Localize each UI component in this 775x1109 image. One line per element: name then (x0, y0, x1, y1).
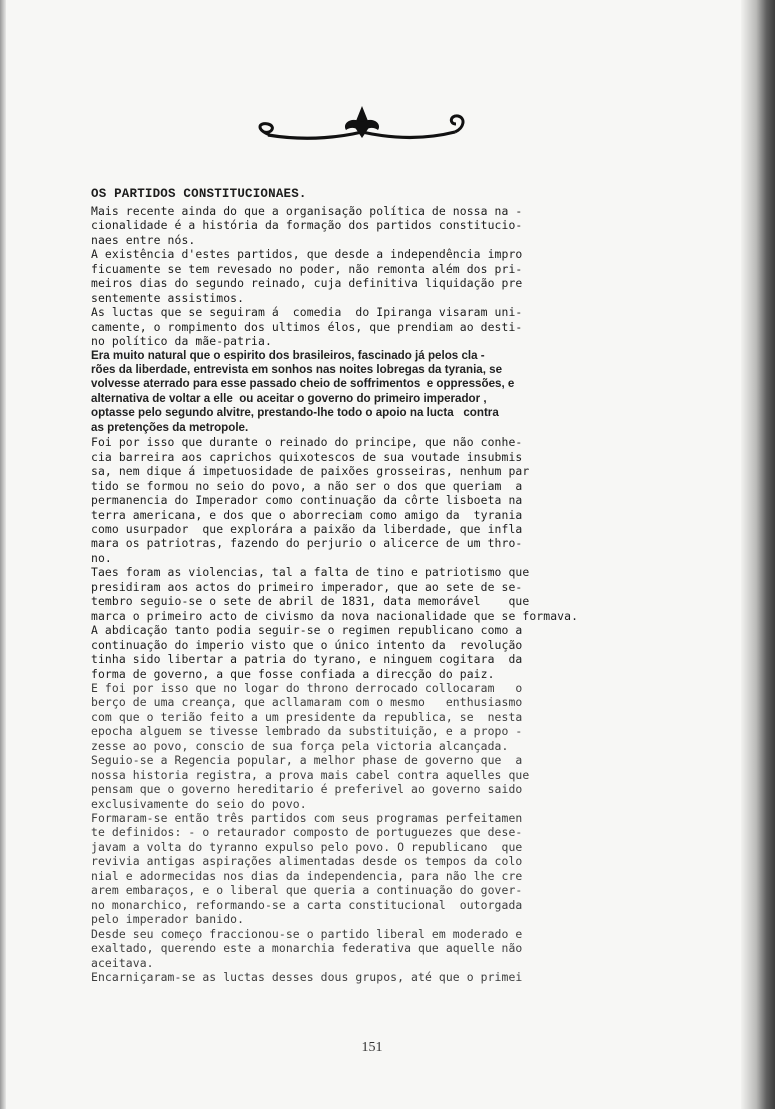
paragraph (91, 811, 639, 927)
text-line: alternativa de voltar a elle ou aceitar o governo do primeiro imperador , (91, 391, 487, 405)
text-line: nossa historia registra, a prova mais cabel contra aquelles que (91, 767, 530, 782)
text-line: presidiram aos actos do primeiro imperador, que ao sete de se- (91, 579, 523, 594)
text-line: as pretenções da metropole. (91, 420, 249, 434)
paragraph (91, 623, 639, 681)
text-line: Desde seu começo fraccionou-se o partido liberal em moderado e (91, 926, 523, 941)
text-line: exclusivamente do seio do povo. (91, 796, 307, 811)
text-line: Taes foram as violencias, tal a falta de tino e patriotismo que (91, 565, 530, 580)
page-number: 151 (361, 1040, 383, 1055)
paragraph (91, 753, 639, 811)
text-line: Era muito natural que o espirito dos brasileiros, fascinado já pelos cla - (91, 348, 485, 362)
text-line: no político da mãe-patria. (91, 334, 272, 349)
text-line: aceitava. (91, 955, 154, 970)
paragraph (91, 349, 639, 436)
text-line: Encarniçaram-se as luctas desses dous grupos, até que o primei (91, 970, 523, 985)
paragraph (91, 681, 639, 753)
text-line: berço de uma creança, que acllamaram com o mesmo enthusiasmo (91, 695, 523, 710)
document-body (91, 187, 639, 984)
paragraph (91, 435, 639, 565)
text-line: naes entre nós. (91, 232, 196, 247)
text-line: A existência d'estes partidos, que desde a independência impro (91, 247, 523, 262)
text-line: cionalidade é a história da formação dos partidos constitucio- (91, 218, 523, 233)
text-line: rões da liberdade, entrevista em sonhos nas noites lobregas da tyrania, se (91, 362, 503, 376)
text-line: epocha alguem se tivesse lembrado da substituição, e a propo - (91, 724, 523, 739)
text-line: optasse pelo segundo alvitre, prestando-lhe todo o apoio na lucta contra (91, 406, 499, 420)
text-line: cia barreira aos caprichos quixotescos de sua voutade insubmis (91, 449, 523, 464)
text-line: pelo imperador banido. (91, 912, 245, 927)
text-line: no monarchico, reformando-se a carta constitucional outorgada (91, 897, 523, 912)
text-line: tido se formou no seio do povo, a não ser o dos que queriam a (91, 478, 523, 493)
text-line: te definidos: - o retaurador composto de portuguezes que dese- (91, 825, 523, 840)
text-line: sa, nem dique á impetuosidade de paixões grosseiras, nenhum par (91, 464, 530, 479)
text-line: tembro seguio-se o sete de abril de 1831, data memorável que (91, 594, 530, 609)
text-line: revivia antigas aspirações alimentadas desde os tempos da colo (91, 854, 523, 869)
text-line: ficuamente se tem revesado no poder, não remonta além dos pri- (91, 261, 523, 276)
page-edge-left (0, 0, 6, 1109)
text-line: continuação do imperio visto que o único intento da revolução (91, 637, 523, 652)
text-line: tinha sido libertar a patria do tyrano, e ninguem cogitara da (91, 652, 523, 667)
paragraph-list (91, 204, 639, 984)
text-line: com que o terião feito a um presidente da republica, se nesta (91, 709, 523, 724)
text-line: permanencia do Imperador como continuação da côrte lisboeta na (91, 493, 523, 508)
paragraph (91, 927, 639, 970)
text-line: mara os patriotras, fazendo do perjurio o alicerce de um thro- (91, 536, 523, 551)
text-line: Seguio-se a Regencia popular, a melhor phase de governo que a (91, 753, 523, 768)
text-line: As luctas que se seguiram á comedia do Ipiranga visaram uni- (91, 305, 523, 320)
text-line: javam a volta do tyranno expulso pelo povo. O republicano que (91, 839, 523, 854)
text-line: A abdicação tanto podia seguir-se o regimen republicano como a (91, 623, 523, 638)
text-line: camente, o rompimento dos ultimos élos, que prendiam ao desti- (91, 319, 523, 334)
text-line: Formaram-se então três partidos com seus programas perfeitamen (91, 811, 523, 826)
text-line: zesse ao povo, conscio de sua força pela victoria alcançada. (91, 738, 509, 753)
paragraph (91, 565, 639, 623)
text-line: terra americana, e dos que o aborreciam como amigo da tyrania (91, 507, 523, 522)
text-line: sentemente assistimos. (91, 290, 245, 305)
section-title: OS PARTIDOS CONSTITUCIONAES. (91, 187, 307, 201)
text-line: volvesse aterrado para esse passado cheio de soffrimentos e oppressões, e (91, 377, 515, 391)
text-line: Foi por isso que durante o reinado do principe, que não conhe- (91, 435, 523, 450)
paragraph (91, 204, 639, 247)
paragraph (91, 247, 639, 305)
text-line: como usurpador que explorára a paixão da liberdade, que infla (91, 521, 523, 536)
paragraph (91, 970, 639, 984)
decorative-flourish-icon (250, 102, 475, 152)
text-line: exaltado, querendo este a monarchia federativa que aquelle não (91, 941, 523, 956)
text-line: Mais recente ainda do que a organisação política de nossa na - (91, 204, 523, 218)
text-line: nial e adormecidas nos dias da independencia, para não lhe cre (91, 868, 523, 883)
text-line: arem embaraços, e o liberal que queria a continuação do gover- (91, 883, 523, 898)
text-line: no. (91, 550, 112, 565)
text-line: meiros dias do segundo reinado, cuja definitiva liquidação pre (91, 276, 523, 291)
paragraph (91, 305, 639, 348)
page-edge-right (741, 0, 775, 1109)
text-line: marca o primeiro acto de civismo da nova nacionalidade que se formava. (91, 608, 579, 623)
text-line: forma de governo, a que fosse confiada a direcção do paiz. (91, 666, 495, 681)
text-line: pensam que o governo hereditario é preferivel ao governo saido (91, 782, 523, 797)
text-line: E foi por isso que no logar do throno derrocado collocaram o (91, 680, 523, 695)
